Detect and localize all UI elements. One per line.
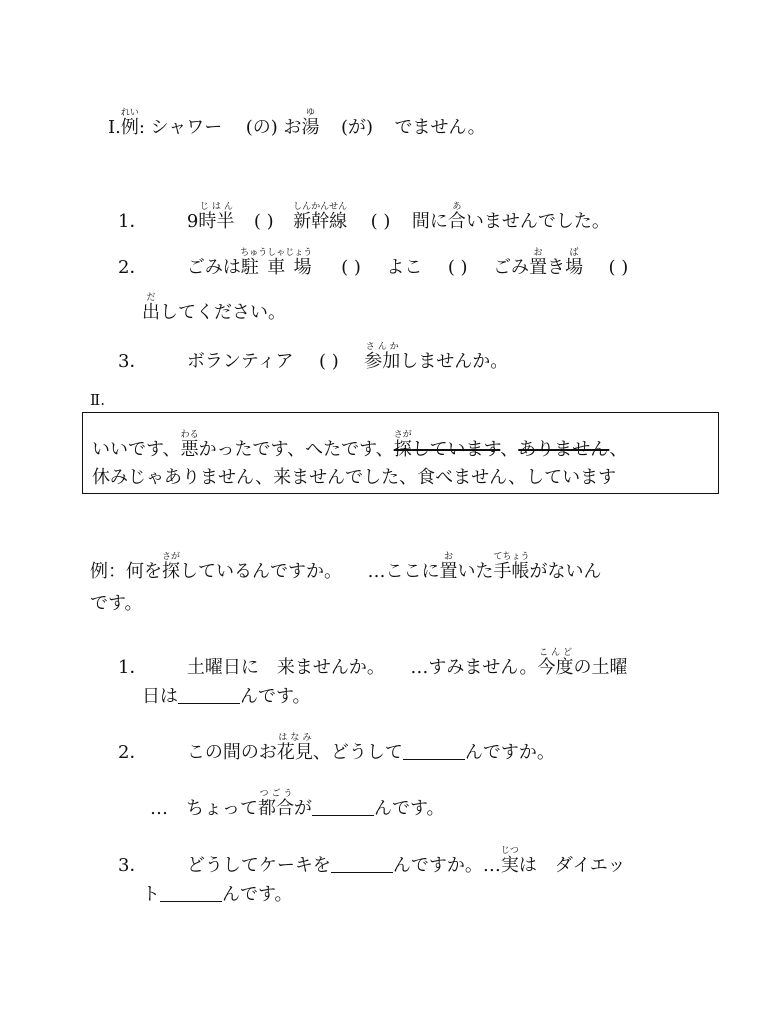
- ruby-tsugou: 都合つごう: [258, 789, 294, 819]
- question-2-1: 1． 土曜日に 来ませんか。 …すみません。今度こんどの土曜: [118, 648, 628, 678]
- answer-paren: ( ): [608, 257, 629, 278]
- word-bank-line-2: 休みじゃありません、来ませんでした、食べません、しています: [92, 467, 617, 488]
- ruby-ba: 場ば: [565, 248, 584, 278]
- ruby-sanka: 参加さんか: [364, 342, 401, 372]
- used-word: 探さがしています: [393, 430, 501, 460]
- ruby-yu: 湯ゆ: [301, 108, 320, 138]
- question-2-3: 3． どうしてケーキを んですか。…実じつは ダイエッ: [118, 846, 626, 876]
- ruby-saga: 探さが: [393, 430, 412, 460]
- example-line-1: Ⅰ.例れい: シャワー (の) お湯ゆ (が) でません。: [108, 108, 486, 138]
- ruby-jihan: 時半じはん: [198, 202, 235, 232]
- section-1-label: Ⅰ.: [108, 117, 121, 138]
- answer-blank[interactable]: [178, 685, 240, 704]
- section-2-label: Ⅱ.: [90, 391, 105, 409]
- ruby-techou: 手帳てちょう: [493, 552, 530, 582]
- answer-blank[interactable]: [403, 741, 465, 760]
- answer-paren: (の): [245, 117, 278, 138]
- answer-paren: ( ): [447, 257, 468, 278]
- ruby-rei: 例れい: [120, 108, 139, 138]
- ruby-kondo: 今度こんど: [537, 648, 574, 678]
- ruby-jitsu: 実じつ: [500, 846, 519, 876]
- ruby-shinkansen: 新幹線しんかんせん: [293, 202, 348, 232]
- question-1-2-cont: 出だしてください。: [142, 293, 286, 323]
- answer-paren: (が): [341, 117, 374, 138]
- answer-paren: ( ): [253, 211, 274, 232]
- ruby-chuushajou: 駐 車 場ちゅうしゃじょう: [240, 248, 313, 278]
- answer-blank[interactable]: [312, 797, 374, 816]
- ruby-a: 合あ: [447, 202, 466, 232]
- question-1-2: 2． ごみは駐 車 場ちゅうしゃじょう ( ) よこ ( ) ごみ置おき場ば ( ): [118, 248, 629, 278]
- ruby-hanami: 花見はなみ: [276, 733, 313, 763]
- question-2-2: 2． この間のお花見はなみ、どうして んですか。: [118, 733, 555, 763]
- ruby-waru: 悪わる: [180, 430, 199, 460]
- question-1-1: 1． 9時半じはん ( ) 新幹線しんかんせん ( ) 間に合あいませんでした。: [118, 202, 610, 232]
- question-2-3-cont: ト んです。: [142, 884, 293, 905]
- ruby-saga-ex: 探さが: [162, 552, 181, 582]
- question-1-3: 3． ボランティア ( ) 参加さんかしませんか。: [118, 342, 509, 372]
- word-bank-line-1: いいです、悪わるかったです、へたです、探さがしています、ありません、: [92, 430, 628, 460]
- answer-paren: ( ): [341, 257, 361, 278]
- answer-blank[interactable]: [160, 883, 222, 902]
- ruby-o: 置お: [529, 248, 548, 278]
- example-line-2: 例：何を探さがしているんですか。 …ここに置おいた手帳てちょうがないん: [90, 552, 602, 582]
- question-2-2-cont: … ちょって都合つごうが んです。: [150, 789, 445, 819]
- ruby-o-ex: 置お: [439, 552, 458, 582]
- used-word: ありません: [518, 439, 610, 460]
- answer-paren: ( ): [370, 211, 391, 232]
- answer-blank[interactable]: [331, 854, 393, 873]
- answer-paren: ( ): [318, 351, 339, 372]
- question-2-1-cont: 日は んです。: [142, 686, 311, 707]
- example-line-2-cont: です。: [90, 593, 143, 614]
- ruby-da: 出だ: [142, 293, 160, 323]
